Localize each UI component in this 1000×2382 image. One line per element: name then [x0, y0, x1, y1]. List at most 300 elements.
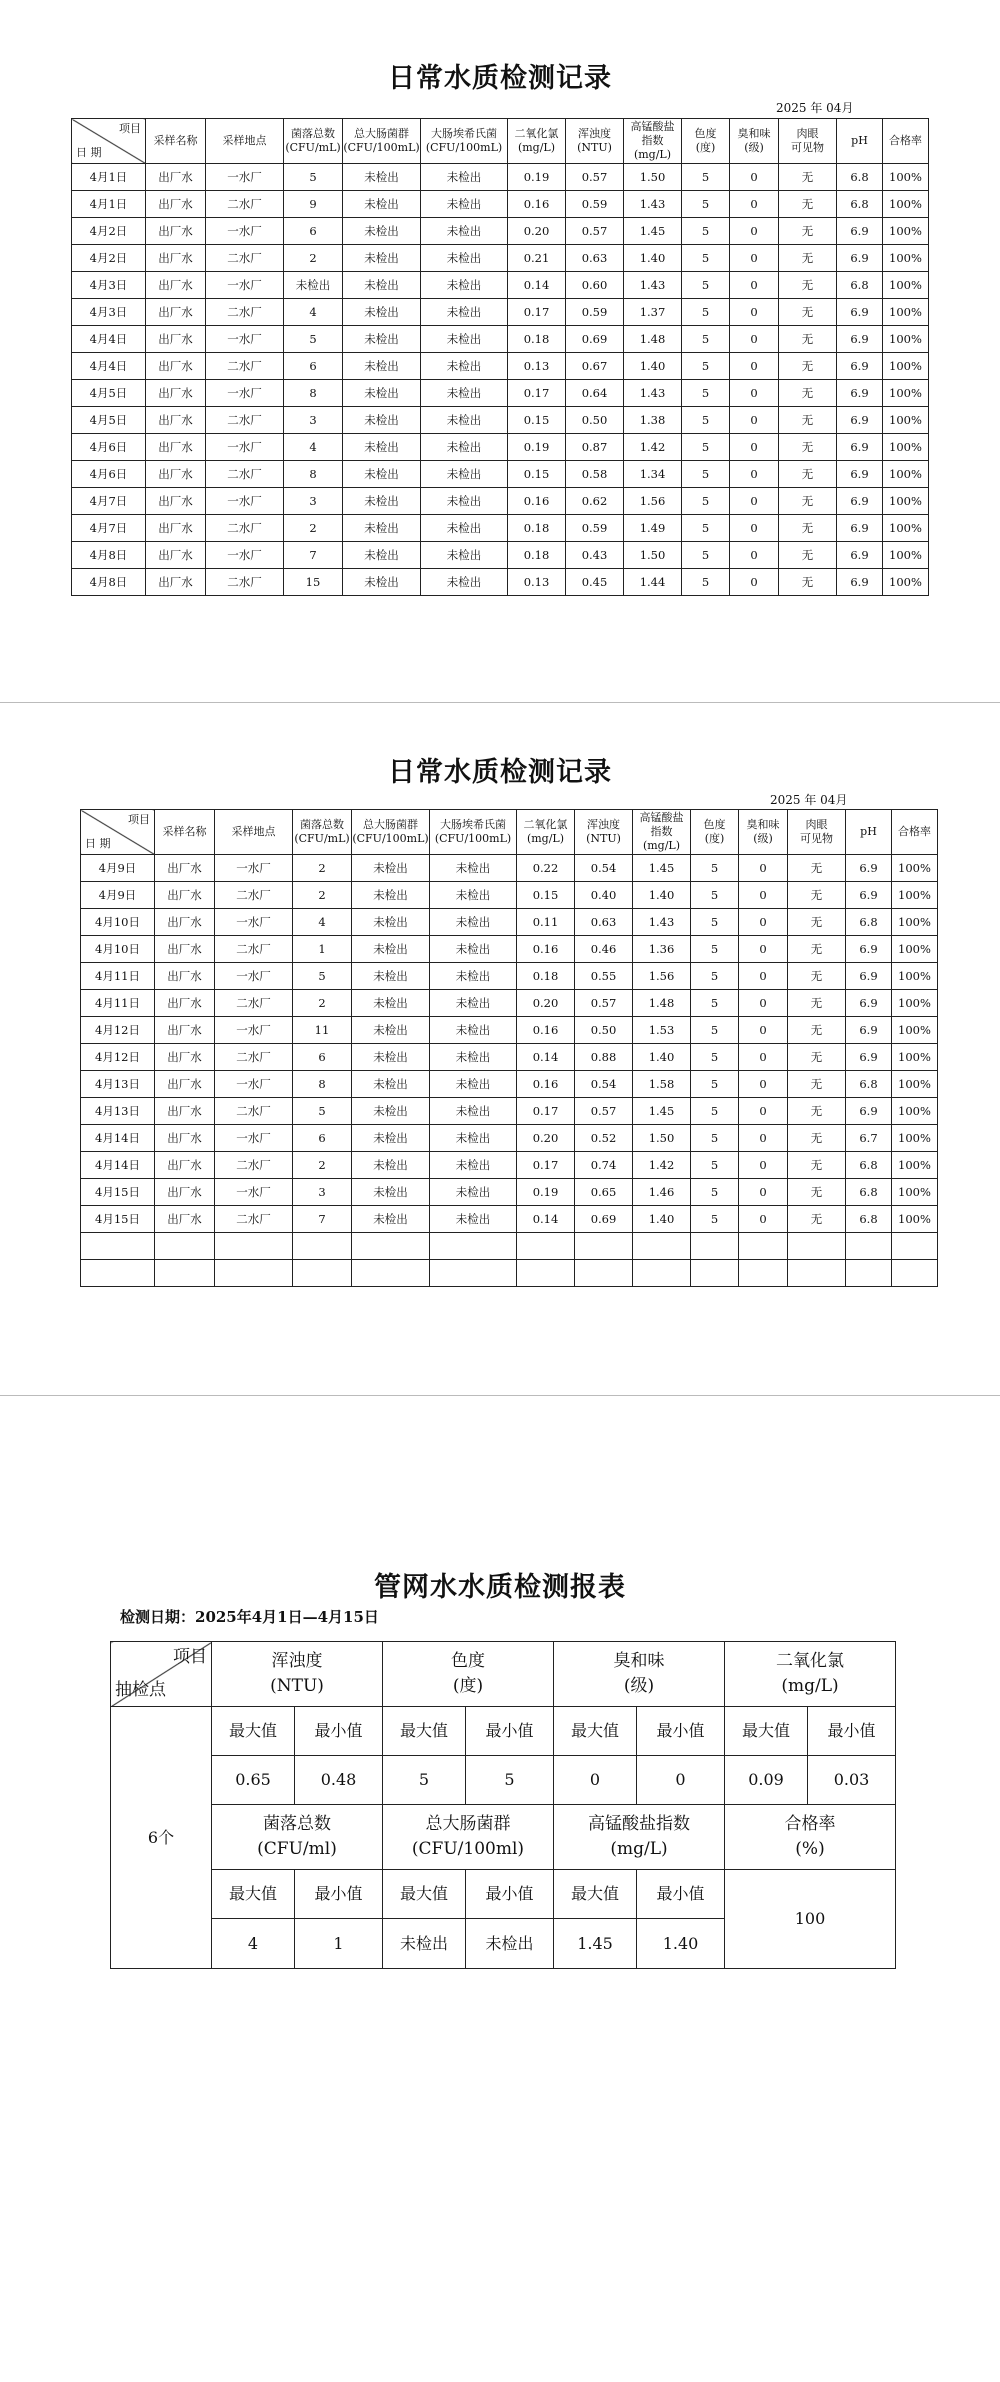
table-cell: 100%	[883, 407, 929, 434]
table-cell: 3	[293, 1179, 352, 1206]
table-cell: 1.38	[624, 407, 682, 434]
table-cell: 未检出	[430, 963, 517, 990]
table-cell: 出厂水	[146, 218, 206, 245]
table-cell: 100%	[883, 434, 929, 461]
table-cell: 0.62	[566, 488, 624, 515]
table-cell: 无	[779, 380, 837, 407]
page2-title: 日常水质检测记录	[388, 757, 612, 788]
table-cell: 无	[779, 245, 837, 272]
table-cell: 出厂水	[146, 353, 206, 380]
table-cell: 7	[293, 1206, 352, 1233]
table-cell: 二水厂	[206, 461, 284, 488]
table-cell: 6	[284, 353, 343, 380]
empty-cell	[215, 1233, 293, 1260]
table-cell: 二水厂	[206, 407, 284, 434]
table-cell: 无	[779, 164, 837, 191]
empty-cell	[691, 1260, 739, 1287]
daily-record-table-1	[71, 118, 929, 596]
table-cell: 5	[691, 1152, 739, 1179]
table-row	[72, 407, 929, 434]
table-cell: 1.56	[633, 963, 691, 990]
table-cell: 出厂水	[155, 1098, 215, 1125]
table-cell: 100%	[892, 1179, 938, 1206]
table-cell: 6.9	[837, 461, 883, 488]
min-value: 1.40	[637, 1919, 725, 1969]
table-cell: 未检出	[343, 380, 421, 407]
table-cell: 4月7日	[72, 488, 146, 515]
table-cell: 未检出	[421, 326, 508, 353]
table-cell: 未检出	[352, 1206, 430, 1233]
table-cell: 5	[682, 272, 730, 299]
table-cell: 未检出	[421, 353, 508, 380]
table-cell: 0.16	[508, 488, 566, 515]
table-cell: 无	[779, 191, 837, 218]
param-header	[725, 1642, 896, 1707]
table-cell: 未检出	[430, 990, 517, 1017]
table-cell: 5	[682, 569, 730, 596]
table-cell: 二水厂	[206, 353, 284, 380]
table-cell: 0	[739, 882, 788, 909]
table-cell: 未检出	[421, 461, 508, 488]
table-cell: 出厂水	[146, 488, 206, 515]
table-cell: 1	[293, 936, 352, 963]
param-unit: (mg/L)	[781, 1676, 839, 1696]
table-cell: 二水厂	[206, 299, 284, 326]
table-cell: 无	[788, 1179, 846, 1206]
table-cell: 未检出	[352, 1071, 430, 1098]
empty-cell	[215, 1260, 293, 1287]
column-header: 合格率	[892, 810, 938, 855]
table-cell: 100%	[883, 353, 929, 380]
table-cell: 一水厂	[206, 434, 284, 461]
table-cell: 4月14日	[81, 1152, 155, 1179]
table-cell: 3	[284, 488, 343, 515]
table-cell: 1.40	[633, 882, 691, 909]
table-row	[81, 909, 938, 936]
table-cell: 100%	[892, 936, 938, 963]
table-cell: 未检出	[430, 1098, 517, 1125]
table-cell: 二水厂	[215, 990, 293, 1017]
table-cell: 1.48	[624, 326, 682, 353]
table-cell: 0.60	[566, 272, 624, 299]
table-cell: 0.18	[508, 326, 566, 353]
table-cell: 6.8	[846, 1206, 892, 1233]
table-cell: 0.19	[508, 434, 566, 461]
table-cell: 2	[293, 855, 352, 882]
table-cell: 1.48	[633, 990, 691, 1017]
param-header	[383, 1805, 554, 1870]
table-cell: 5	[691, 1098, 739, 1125]
min-label: 最小值	[466, 1707, 554, 1756]
page1-year-month: 2025 年 04月	[776, 101, 854, 115]
header-row-1	[111, 1642, 896, 1707]
table-row	[72, 380, 929, 407]
table-cell: 0	[730, 434, 779, 461]
table-cell: 0.20	[508, 218, 566, 245]
table-cell: 6.9	[837, 542, 883, 569]
column-header: pH	[837, 119, 883, 164]
param-name: 高锰酸盐指数	[588, 1814, 690, 1835]
table-cell: 6.9	[837, 326, 883, 353]
table-cell: 100%	[883, 272, 929, 299]
max-label: 最大值	[383, 1707, 466, 1756]
table-cell: 0	[730, 569, 779, 596]
table-cell: 0	[730, 245, 779, 272]
table-cell: 2	[284, 245, 343, 272]
table-cell: 出厂水	[146, 245, 206, 272]
table-row	[72, 164, 929, 191]
table-cell: 6.9	[837, 245, 883, 272]
table-row	[72, 299, 929, 326]
table-cell: 一水厂	[206, 542, 284, 569]
table-cell: 0	[739, 990, 788, 1017]
table-cell: 0.52	[575, 1125, 633, 1152]
empty-cell	[155, 1233, 215, 1260]
table-row	[72, 515, 929, 542]
table-cell: 3	[284, 407, 343, 434]
table-row	[81, 1071, 938, 1098]
min-value: 未检出	[466, 1919, 554, 1969]
table-cell: 出厂水	[146, 569, 206, 596]
empty-cell	[846, 1260, 892, 1287]
table-cell: 一水厂	[206, 380, 284, 407]
table-cell: 0.22	[517, 855, 575, 882]
min-value: 5	[466, 1756, 554, 1805]
table-row	[81, 1125, 938, 1152]
table-cell: 一水厂	[206, 164, 284, 191]
table-cell: 未检出	[421, 218, 508, 245]
table-cell: 5	[691, 963, 739, 990]
max-value: 0.09	[725, 1756, 808, 1805]
table-cell: 未检出	[343, 461, 421, 488]
max-value: 1.45	[554, 1919, 637, 1969]
column-header: 二氧化氯 (mg/L)	[508, 119, 566, 164]
min-value: 0.03	[808, 1756, 896, 1805]
table-cell: 无	[788, 855, 846, 882]
table-cell: 5	[691, 1071, 739, 1098]
table-cell: 5	[691, 855, 739, 882]
table-cell: 二水厂	[215, 1098, 293, 1125]
min-label: 最小值	[637, 1870, 725, 1919]
table-cell: 未检出	[352, 882, 430, 909]
table-cell: 0	[739, 909, 788, 936]
table-cell: 4月13日	[81, 1098, 155, 1125]
table-cell: 一水厂	[206, 218, 284, 245]
table-cell: 4	[284, 299, 343, 326]
empty-cell	[788, 1260, 846, 1287]
table-cell: 1.44	[624, 569, 682, 596]
table-cell: 未检出	[343, 542, 421, 569]
table-cell: 6	[284, 218, 343, 245]
table-cell: 出厂水	[155, 1152, 215, 1179]
column-header: 肉眼 可见物	[779, 119, 837, 164]
table-cell: 1.43	[633, 909, 691, 936]
table-cell: 2	[293, 882, 352, 909]
empty-cell	[788, 1233, 846, 1260]
table-cell: 1.50	[624, 542, 682, 569]
table-cell: 1.40	[624, 353, 682, 380]
table-cell: 0.16	[517, 1071, 575, 1098]
table-cell: 未检出	[430, 1017, 517, 1044]
table-cell: 6.9	[837, 218, 883, 245]
table-cell: 0	[739, 936, 788, 963]
table-cell: 0	[739, 963, 788, 990]
table-cell: 无	[788, 1044, 846, 1071]
table-cell: 0.87	[566, 434, 624, 461]
table-cell: 6.8	[837, 191, 883, 218]
empty-cell	[846, 1233, 892, 1260]
table-cell: 100%	[883, 326, 929, 353]
param-header	[554, 1642, 725, 1707]
table-cell: 二水厂	[215, 882, 293, 909]
table-cell: 100%	[892, 1044, 938, 1071]
table-cell: 未检出	[343, 326, 421, 353]
table-cell: 6.9	[846, 882, 892, 909]
table-cell: 0.57	[566, 218, 624, 245]
table-cell: 9	[284, 191, 343, 218]
table-cell: 无	[779, 542, 837, 569]
table-cell: 2	[293, 990, 352, 1017]
table-cell: 未检出	[343, 569, 421, 596]
table-cell: 出厂水	[155, 1044, 215, 1071]
maxmin-label-row	[111, 1707, 896, 1756]
table-cell: 1.46	[633, 1179, 691, 1206]
table-cell: 100%	[892, 855, 938, 882]
table-cell: 0.18	[517, 963, 575, 990]
table-cell: 6.8	[837, 272, 883, 299]
table-cell: 未检出	[430, 855, 517, 882]
table-cell: 6.7	[846, 1125, 892, 1152]
table-cell: 5	[682, 515, 730, 542]
table-cell: 4月11日	[81, 990, 155, 1017]
table-cell: 未检出	[430, 1179, 517, 1206]
table-row	[72, 353, 929, 380]
table-cell: 0.17	[508, 299, 566, 326]
table-cell: 0.55	[575, 963, 633, 990]
table-cell: 4月9日	[81, 855, 155, 882]
table-cell: 0.46	[575, 936, 633, 963]
table-cell: 0.16	[517, 936, 575, 963]
table-cell: 无	[788, 1206, 846, 1233]
table-cell: 无	[779, 272, 837, 299]
table-cell: 4	[293, 909, 352, 936]
table-cell: 4月2日	[72, 218, 146, 245]
header-row	[81, 810, 938, 855]
table-cell: 100%	[892, 1152, 938, 1179]
table-cell: 4月6日	[72, 434, 146, 461]
table-cell: 0.50	[575, 1017, 633, 1044]
table-cell: 6.9	[837, 488, 883, 515]
pass-rate-value: 100	[725, 1870, 896, 1969]
column-header: 采样地点	[215, 810, 293, 855]
table-cell: 出厂水	[155, 1206, 215, 1233]
table-cell: 未检出	[421, 164, 508, 191]
table-cell: 5	[682, 218, 730, 245]
table-cell: 6.9	[846, 963, 892, 990]
table-cell: 100%	[883, 164, 929, 191]
table-row	[81, 1152, 938, 1179]
max-label: 最大值	[212, 1870, 295, 1919]
table-cell: 0	[730, 218, 779, 245]
table-cell: 一水厂	[215, 963, 293, 990]
table-cell: 一水厂	[215, 1071, 293, 1098]
table-cell: 0.69	[575, 1206, 633, 1233]
table-row	[81, 1044, 938, 1071]
table-cell: 未检出	[421, 380, 508, 407]
table-cell: 二水厂	[206, 245, 284, 272]
table-cell: 未检出	[421, 569, 508, 596]
network-title: 管网水水质检测报表	[374, 1572, 626, 1603]
table-cell: 二水厂	[215, 1152, 293, 1179]
param-header	[212, 1642, 383, 1707]
table-cell: 0	[739, 1017, 788, 1044]
param-header	[383, 1642, 554, 1707]
diag-top-label: 项目	[173, 1647, 207, 1667]
column-header: 高锰酸盐 指数 (mg/L)	[624, 119, 682, 164]
table-cell: 5	[682, 245, 730, 272]
table-cell: 100%	[883, 191, 929, 218]
table-cell: 未检出	[352, 1098, 430, 1125]
table-cell: 0.17	[517, 1098, 575, 1125]
table-cell: 1.36	[633, 936, 691, 963]
table-cell: 4月10日	[81, 909, 155, 936]
table-cell: 6.9	[846, 1098, 892, 1125]
table-cell: 未检出	[430, 936, 517, 963]
min-value: 1	[295, 1919, 383, 1969]
table-cell: 一水厂	[206, 326, 284, 353]
table-cell: 5	[682, 488, 730, 515]
table-cell: 6.9	[846, 1017, 892, 1044]
table-cell: 4月5日	[72, 407, 146, 434]
table-cell: 未检出	[352, 909, 430, 936]
table-cell: 1.58	[633, 1071, 691, 1098]
table-cell: 0	[739, 1098, 788, 1125]
table-row	[72, 461, 929, 488]
diagonal-header-cell	[72, 119, 146, 164]
table-cell: 0	[730, 407, 779, 434]
column-header: 大肠埃希氏菌 (CFU/100mL)	[421, 119, 508, 164]
table-cell: 未检出	[430, 909, 517, 936]
table-cell: 4月4日	[72, 326, 146, 353]
table-cell: 未检出	[352, 963, 430, 990]
empty-cell	[517, 1233, 575, 1260]
table-cell: 6.9	[846, 936, 892, 963]
max-label: 最大值	[554, 1707, 637, 1756]
table-cell: 0.88	[575, 1044, 633, 1071]
table-cell: 4月8日	[72, 542, 146, 569]
table-row	[81, 1179, 938, 1206]
table-row	[72, 191, 929, 218]
table-cell: 1.43	[624, 191, 682, 218]
column-header: 臭和味 (级)	[730, 119, 779, 164]
table-cell: 0.21	[508, 245, 566, 272]
table-cell: 出厂水	[155, 963, 215, 990]
column-header: 采样名称	[146, 119, 206, 164]
table-cell: 未检出	[421, 434, 508, 461]
table-cell: 0.20	[517, 990, 575, 1017]
table-cell: 4月11日	[81, 963, 155, 990]
table-cell: 0	[730, 380, 779, 407]
table-cell: 6.9	[837, 353, 883, 380]
table-cell: 1.45	[624, 218, 682, 245]
param-unit: (NTU)	[270, 1676, 324, 1696]
column-header: 总大肠菌群 (CFU/100mL)	[352, 810, 430, 855]
table-cell: 4月1日	[72, 164, 146, 191]
table-cell: 出厂水	[146, 164, 206, 191]
table-cell: 出厂水	[146, 461, 206, 488]
table-cell: 4月3日	[72, 299, 146, 326]
table-row	[72, 272, 929, 299]
table-cell: 未检出	[284, 272, 343, 299]
table-cell: 100%	[892, 990, 938, 1017]
max-label: 最大值	[554, 1870, 637, 1919]
table-cell: 二水厂	[206, 191, 284, 218]
value-row	[111, 1756, 896, 1805]
table-cell: 6.8	[846, 1152, 892, 1179]
param-name: 二氧化氯	[776, 1651, 844, 1672]
table-cell: 4月7日	[72, 515, 146, 542]
table-cell: 5	[691, 1017, 739, 1044]
column-header: 菌落总数 (CFU/mL)	[284, 119, 343, 164]
table-cell: 100%	[883, 515, 929, 542]
table-cell: 0.63	[575, 909, 633, 936]
column-header: 采样地点	[206, 119, 284, 164]
table-cell: 0	[739, 1125, 788, 1152]
network-report-table	[110, 1641, 896, 1969]
table-cell: 4月1日	[72, 191, 146, 218]
table-row	[81, 1098, 938, 1125]
min-label: 最小值	[808, 1707, 896, 1756]
points-cell: 6个	[111, 1707, 212, 1969]
table-cell: 无	[788, 936, 846, 963]
table-cell: 7	[284, 542, 343, 569]
table-row	[72, 542, 929, 569]
table-cell: 4月12日	[81, 1044, 155, 1071]
column-header: 采样名称	[155, 810, 215, 855]
table-cell: 未检出	[430, 1044, 517, 1071]
pass-rate-header	[725, 1805, 896, 1870]
table-cell: 未检出	[421, 299, 508, 326]
table-row	[81, 855, 938, 882]
table-cell: 出厂水	[146, 434, 206, 461]
table-cell: 一水厂	[215, 1179, 293, 1206]
table-row	[81, 1206, 938, 1233]
table-cell: 5	[284, 326, 343, 353]
table-cell: 0.16	[517, 1017, 575, 1044]
header-row-2	[111, 1805, 896, 1870]
empty-cell	[517, 1260, 575, 1287]
table-cell: 5	[682, 407, 730, 434]
table-cell: 100%	[883, 542, 929, 569]
empty-cell	[575, 1233, 633, 1260]
table-cell: 4月4日	[72, 353, 146, 380]
column-header: 大肠埃希氏菌 (CFU/100mL)	[430, 810, 517, 855]
table-cell: 5	[293, 963, 352, 990]
table-cell: 出厂水	[155, 882, 215, 909]
header-row	[72, 119, 929, 164]
table-cell: 0.65	[575, 1179, 633, 1206]
table-cell: 未检出	[343, 164, 421, 191]
table-cell: 0.59	[566, 191, 624, 218]
table-row	[81, 1017, 938, 1044]
table-cell: 4月2日	[72, 245, 146, 272]
table-cell: 0	[730, 191, 779, 218]
maxmin-label-row	[111, 1870, 896, 1919]
empty-cell	[81, 1260, 155, 1287]
table-row	[81, 963, 938, 990]
column-header: 菌落总数 (CFU/mL)	[293, 810, 352, 855]
table-cell: 未检出	[352, 936, 430, 963]
